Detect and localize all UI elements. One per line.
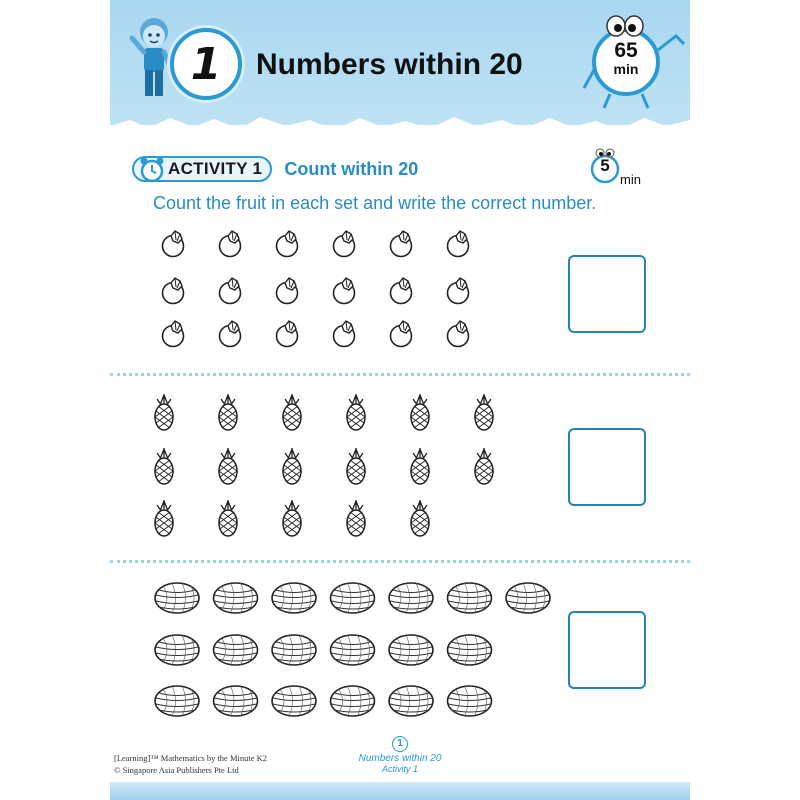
- watermelon-icon: [389, 686, 433, 716]
- watermelon-icon: [389, 583, 433, 613]
- pineapple-icon: [155, 394, 173, 430]
- watermelon-icon: [214, 635, 258, 665]
- activity-time-value: 5: [600, 156, 610, 175]
- mangosteen-icon: [448, 278, 469, 304]
- pineapple-icon: [283, 448, 301, 484]
- mangosteen-set: [163, 231, 469, 347]
- mangosteen-icon: [163, 321, 184, 347]
- footer-band: [110, 782, 690, 800]
- footer-unit-title: Numbers within 20: [358, 753, 442, 764]
- mangosteen-icon: [163, 278, 184, 304]
- mangosteen-icon: [220, 278, 241, 304]
- instruction-text: Count the fruit in each set and write the correct number.: [153, 193, 597, 213]
- watermelon-icon: [272, 635, 316, 665]
- footer-activity-ref: Activity 1: [381, 764, 418, 774]
- pineapple-icon: [411, 500, 429, 536]
- footer-unit-number: 1: [392, 736, 408, 752]
- mangosteen-icon: [448, 321, 469, 347]
- answer-box-1[interactable]: [568, 255, 646, 333]
- pineapple-icon: [155, 500, 173, 536]
- mangosteen-icon: [334, 231, 355, 257]
- pineapple-set: [155, 394, 493, 536]
- mangosteen-icon: [220, 321, 241, 347]
- publisher-line-1: [Learning]™ Mathematics by the Minute K2: [114, 753, 268, 763]
- pineapple-icon: [475, 448, 493, 484]
- watermelon-icon: [448, 686, 492, 716]
- watermelon-icon: [448, 635, 492, 665]
- mangosteen-icon: [334, 321, 355, 347]
- watermelon-icon: [155, 635, 199, 665]
- page-footer-unit: [350, 733, 450, 774]
- mangosteen-icon: [448, 231, 469, 257]
- watermelon-icon: [214, 583, 258, 613]
- pineapple-icon: [347, 448, 365, 484]
- pineapple-icon: [411, 394, 429, 430]
- pineapple-icon: [475, 394, 493, 430]
- pineapple-icon: [219, 394, 237, 430]
- pineapple-icon: [283, 500, 301, 536]
- watermelon-icon: [389, 635, 433, 665]
- page-title: Numbers within 20: [256, 48, 523, 81]
- answer-box-3[interactable]: [568, 611, 646, 689]
- activity-time-unit: min: [620, 172, 641, 187]
- watermelon-icon: [155, 686, 199, 716]
- pineapple-icon: [347, 394, 365, 430]
- mangosteen-icon: [277, 231, 298, 257]
- watermelon-icon: [155, 583, 199, 613]
- section-divider: [110, 560, 690, 563]
- worksheet-page: [110, 0, 690, 800]
- publisher-info: [114, 752, 267, 776]
- pineapple-icon: [411, 448, 429, 484]
- mangosteen-icon: [277, 321, 298, 347]
- watermelon-icon: [506, 583, 550, 613]
- watermelon-icon: [272, 583, 316, 613]
- mangosteen-icon: [163, 231, 184, 257]
- mangosteen-icon: [391, 321, 412, 347]
- total-time-unit: min: [613, 61, 639, 77]
- watermelon-icon: [214, 686, 258, 716]
- publisher-line-2: © Singapore Asia Publishers Pte Ltd: [114, 765, 239, 775]
- mangosteen-icon: [220, 231, 241, 257]
- mangosteen-icon: [391, 278, 412, 304]
- watermelon-icon: [272, 686, 316, 716]
- total-time-value: 65: [614, 39, 638, 62]
- pineapple-icon: [219, 448, 237, 484]
- watermelon-icon: [331, 635, 375, 665]
- mangosteen-icon: [391, 231, 412, 257]
- watermelon-icon: [331, 583, 375, 613]
- mangosteen-icon: [277, 278, 298, 304]
- watermelon-set: [155, 583, 550, 716]
- unit-number: 1: [190, 38, 222, 90]
- pineapple-icon: [155, 448, 173, 484]
- pineapple-icon: [347, 500, 365, 536]
- answer-box-2[interactable]: [568, 428, 646, 506]
- watermelon-icon: [448, 583, 492, 613]
- mangosteen-icon: [334, 278, 355, 304]
- pineapple-icon: [219, 500, 237, 536]
- pineapple-icon: [283, 394, 301, 430]
- section-divider: [110, 373, 690, 376]
- watermelon-icon: [331, 686, 375, 716]
- activity-label: ACTIVITY 1: [168, 159, 263, 178]
- activity-title: Count within 20: [284, 158, 419, 179]
